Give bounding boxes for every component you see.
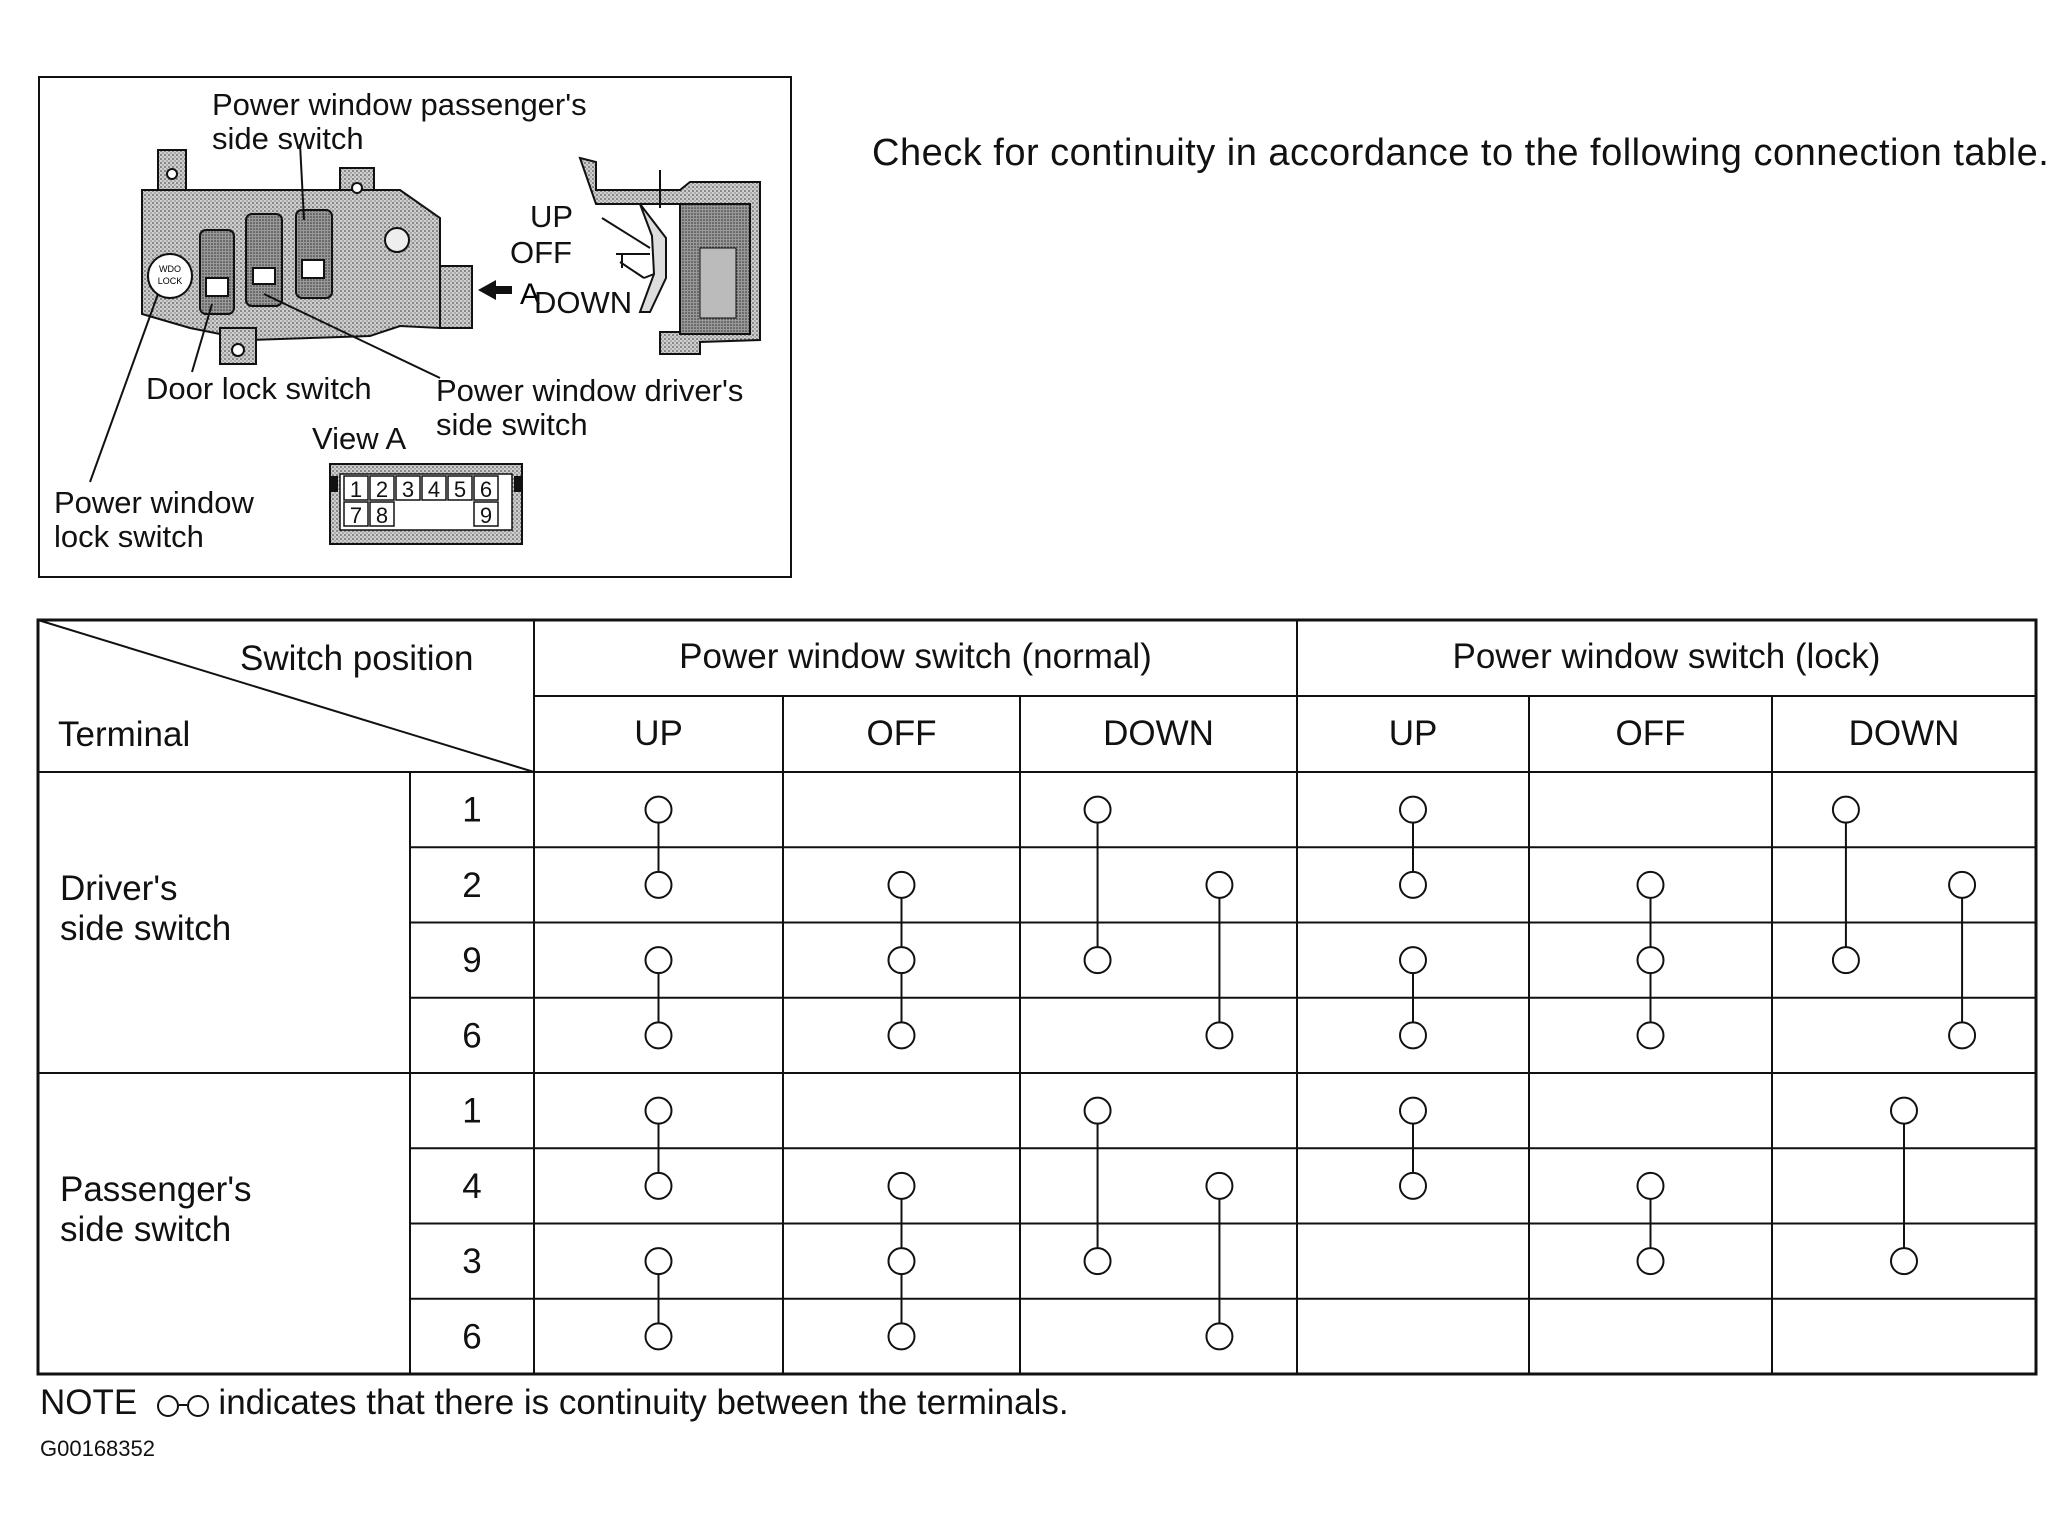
terminal-circle [1400,947,1426,973]
figure-id: G00168352 [40,1436,155,1461]
terminal-circle [1206,1323,1232,1349]
note-prefix: NOTE [40,1383,138,1422]
lock-button-text-bottom: LOCK [157,276,183,286]
terminal-circle [1638,1022,1664,1048]
terminal-circle [889,1248,915,1274]
terminal-circle [889,1022,915,1048]
terminal-circle [1891,1098,1917,1124]
terminal-circle [1949,872,1975,898]
group-header: Power window switch (normal) [679,637,1152,676]
column-header: UP [1388,714,1438,753]
terminal-circle [1638,1248,1664,1274]
connector-pin-label: 4 [427,477,441,502]
terminal-circle [646,1022,672,1048]
section-label: side switch [60,909,232,948]
connector-pin-label: 3 [401,477,415,502]
terminal-circle [646,797,672,823]
continuity-circle-icon [157,1395,179,1417]
column-header: OFF [1615,714,1686,753]
connector-pin-label: 5 [453,477,467,502]
section-label: Passenger's [60,1170,252,1209]
terminal-circle [646,1248,672,1274]
connector-pin-label: 7 [349,503,363,528]
terminal-circle [646,872,672,898]
passenger-switch-label: Power window passenger's side switch [212,87,587,156]
continuity-line-icon [179,1404,187,1406]
terminal-number: 6 [462,1016,482,1056]
connector-pin-label: 1 [349,477,363,502]
lock-switch-label: Power window lock switch [54,485,254,554]
lock-button-text-top: WDO [159,264,181,274]
terminal-circle [1206,1173,1232,1199]
note-text: indicates that there is continuity between the terminals. [218,1383,1069,1422]
connector-pin-label: 8 [375,503,389,528]
terminal-number: 1 [462,1091,482,1131]
terminal-circle [1206,1022,1232,1048]
terminal-circle [889,1323,915,1349]
connector-pin-label: 9 [479,503,493,528]
corner-label-switch-position: Switch position [240,639,474,678]
column-header: UP [634,714,683,753]
up-position-label: UP [530,199,574,234]
off-position-label: OFF [510,235,572,270]
continuity-circle-icon [187,1395,209,1417]
terminal-circle [646,1173,672,1199]
connector-pin-label: 6 [479,477,493,502]
terminal-circle [1085,1098,1111,1124]
terminal-circle [1891,1248,1917,1274]
note [40,1383,1069,1423]
terminal-circle [1400,1022,1426,1048]
terminal-circle [646,1323,672,1349]
group-header: Power window switch (lock) [1452,637,1881,676]
view-a-label: View A [312,421,407,456]
table-text [58,637,1959,1356]
terminal-circle [1206,872,1232,898]
terminal-circle [1833,947,1859,973]
terminal-circle [889,1173,915,1199]
terminal-number: 9 [462,941,482,981]
terminal-circle [646,947,672,973]
terminal-circle [1400,1098,1426,1124]
section-label: Driver's [60,869,178,908]
section-label: side switch [60,1210,232,1249]
table-grid [38,620,2036,1374]
instruction-text: Check for continuity in accordance to the following connection table. [872,132,2050,174]
terminal-circle [1638,1173,1664,1199]
terminal-circle [889,947,915,973]
terminal-circle [1400,872,1426,898]
terminal-number: 3 [462,1242,482,1282]
arrow-label-a: A [520,278,541,311]
terminal-circle [1400,797,1426,823]
column-header: DOWN [1848,714,1960,753]
column-header: DOWN [1103,714,1214,753]
terminal-circle [889,872,915,898]
terminal-circle [1638,872,1664,898]
terminal-number: 6 [462,1317,482,1357]
terminal-circle [646,1098,672,1124]
terminal-circle [1638,947,1664,973]
terminal-circle [1400,1173,1426,1199]
terminal-circle [1085,1248,1111,1274]
terminal-circle [1949,1022,1975,1048]
terminal-circle [1833,797,1859,823]
column-header: OFF [866,714,937,753]
terminal-number: 1 [462,790,482,830]
down-position-label: DOWN [534,285,633,320]
driver-switch-label: Power window driver's side switch [436,373,744,442]
door-lock-switch-label: Door lock switch [146,371,372,406]
corner-label-terminal: Terminal [58,715,191,754]
terminal-number: 4 [462,1166,482,1206]
terminal-number: 2 [462,865,482,905]
connector-pin-label: 2 [375,477,389,502]
terminal-circle [1085,947,1111,973]
terminal-circle [1085,797,1111,823]
